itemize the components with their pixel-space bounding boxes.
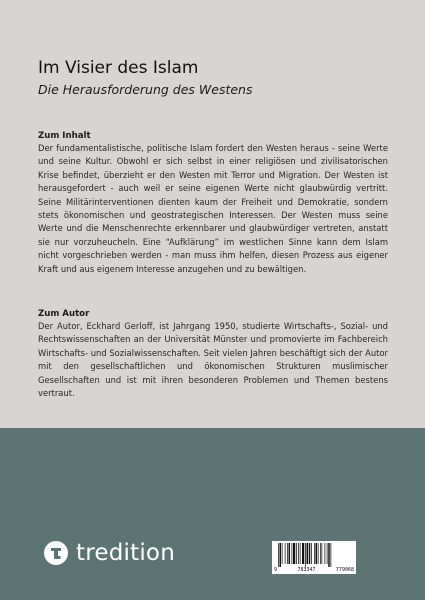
section-heading-autor: Zum Autor <box>38 309 90 319</box>
barcode-bar <box>280 543 282 567</box>
cover-lower-panel <box>0 428 425 600</box>
section-heading-inhalt: Zum Inhalt <box>38 131 91 141</box>
barcode-bar <box>320 543 321 564</box>
barcode-bar <box>285 543 286 564</box>
publisher-name: tredition <box>76 540 175 566</box>
barcode-bar <box>328 543 330 567</box>
barcode-digits <box>272 567 356 573</box>
publisher-logo <box>44 540 175 566</box>
barcode-bar <box>318 543 319 564</box>
barcode-bar <box>331 543 332 567</box>
barcode-bar <box>325 543 326 564</box>
book-subtitle: Die Herausforderung des Westens <box>38 82 253 97</box>
barcode-bar <box>322 543 323 564</box>
barcode-bar <box>289 543 291 564</box>
section-text-inhalt: Der fundamentalistische, politische Islam fordert den Westen heraus - seine Werte und seine Kultur. Obwohl er sich selbst in einer religiösen und zivilisatorischen Krise befindet, überzieht er den Westen mit Terror und Migration. Der Westen ist herausgefordert - auch weil er seine eigenen Werte nicht glaubwürdig vertritt. Seine Militärinterventionen dienten kaum der Freiheit und Demokratie, sondern stets ökonomischen und geostrategischen Interessen. Der Westen muss seine Werte und die Menschenrechte erkennbarer und glaubwürdiger vertreten, anstatt sie nur vorzuheucheln. Eine “Aufklärung” im westlichen Sinne kann dem Islam nicht vorgeschrieben werden - man muss ihm helfen, diesen Prozess aus eigener Kraft und aus eigenem Interesse anzugehen und zu bewältigen. <box>38 143 388 274</box>
barcode-bars <box>272 543 356 569</box>
tredition-t-logo-icon <box>44 541 68 565</box>
barcode-bar <box>316 543 318 564</box>
barcode-digit-group-2: 779068 <box>335 567 354 573</box>
book-title: Im Visier des Islam <box>38 58 199 78</box>
barcode-bar <box>309 543 311 564</box>
barcode-bar <box>292 543 293 564</box>
barcode-bar <box>302 543 304 564</box>
barcode-bar <box>298 543 299 564</box>
section-text-autor: Der Autor, Eckhard Gerloff, ist Jahrgang 1950, studierte Wirtschafts-, Sozial- und Rechtswissenschaften an der Universität Münster und promovierte im Fachbereich Wirtschafts- und Sozialwissenschaften. Seit vielen Jahren beschäftigt sich der Autor mit den gesellschaftlichen und ökonomischen Strukturen muslimischer Gesellschaften und ist mit ihren besonderen Problemen und Themen bestens vertraut. <box>38 321 388 399</box>
barcode-bar <box>327 543 328 564</box>
barcode-bar <box>307 543 309 564</box>
barcode-digit-group-1: 783347 <box>297 567 316 573</box>
barcode-bar <box>305 543 306 567</box>
isbn-barcode <box>272 541 356 574</box>
barcode-bar <box>278 543 279 567</box>
barcode-bar <box>314 543 315 564</box>
barcode-bar <box>311 543 312 564</box>
barcode-bar <box>300 543 301 564</box>
barcode-bar <box>282 543 283 564</box>
barcode-bar <box>287 543 288 564</box>
barcode-bar <box>296 543 297 564</box>
barcode-bar <box>293 543 295 564</box>
barcode-digit-prefix: 9 <box>274 567 278 573</box>
